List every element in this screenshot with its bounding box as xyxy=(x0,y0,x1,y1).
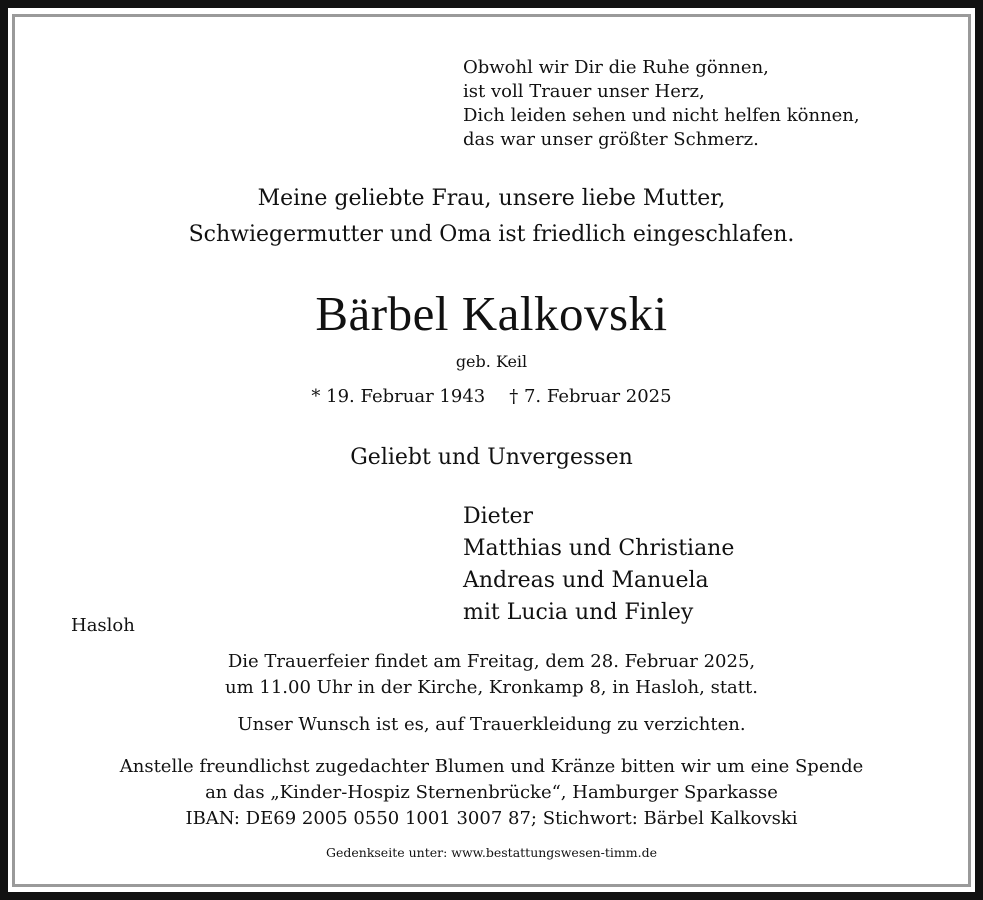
family-member: Andreas und Manuela xyxy=(463,568,709,593)
death-date: † 7. Februar 2025 xyxy=(509,386,672,407)
family-member: Matthias und Christiane xyxy=(463,536,735,561)
deceased-name: Bärbel Kalkovski xyxy=(315,286,668,341)
poem-line: ist voll Trauer unser Herz, xyxy=(463,81,705,102)
family-member: Dieter xyxy=(463,504,534,529)
ceremony-line: Die Trauerfeier findet am Freitag, dem 28. Februar 2025, xyxy=(227,651,756,672)
birth-date: * 19. Februar 1943 xyxy=(311,386,486,407)
family-member: mit Lucia und Finley xyxy=(463,600,694,625)
ceremony-line: um 11.00 Uhr in der Kirche, Kronkamp 8, in Hasloh, statt. xyxy=(225,677,758,698)
poem-line: Obwohl wir Dir die Ruhe gönnen, xyxy=(463,57,769,78)
intro-line: Meine geliebte Frau, unsere liebe Mutter, xyxy=(257,186,726,211)
place: Hasloh xyxy=(71,615,135,636)
donation-line: an das „Kinder-Hospiz Sternenbrücke“, Hamburger Sparkasse xyxy=(205,782,778,803)
clothing-wish: Unser Wunsch ist es, auf Trauerkleidung zu verzichten. xyxy=(237,714,746,735)
poem-line: Dich leiden sehen und nicht helfen können, xyxy=(463,105,860,126)
life-dates xyxy=(0,388,983,406)
memorial-page-link: Gedenkseite unter: www.bestattungswesen-timm.de xyxy=(325,845,658,860)
donation-line: IBAN: DE69 2005 0550 1001 3007 87; Stichwort: Bärbel Kalkovski xyxy=(185,808,798,829)
donation-line: Anstelle freundlichst zugedachter Blumen und Kränze bitten wir um eine Spende xyxy=(119,756,864,777)
poem-line: das war unser größter Schmerz. xyxy=(463,129,759,150)
maiden-name: geb. Keil xyxy=(455,352,528,371)
motto: Geliebt und Unvergessen xyxy=(350,445,633,470)
intro-line: Schwiegermutter und Oma ist friedlich eingeschlafen. xyxy=(188,222,795,247)
